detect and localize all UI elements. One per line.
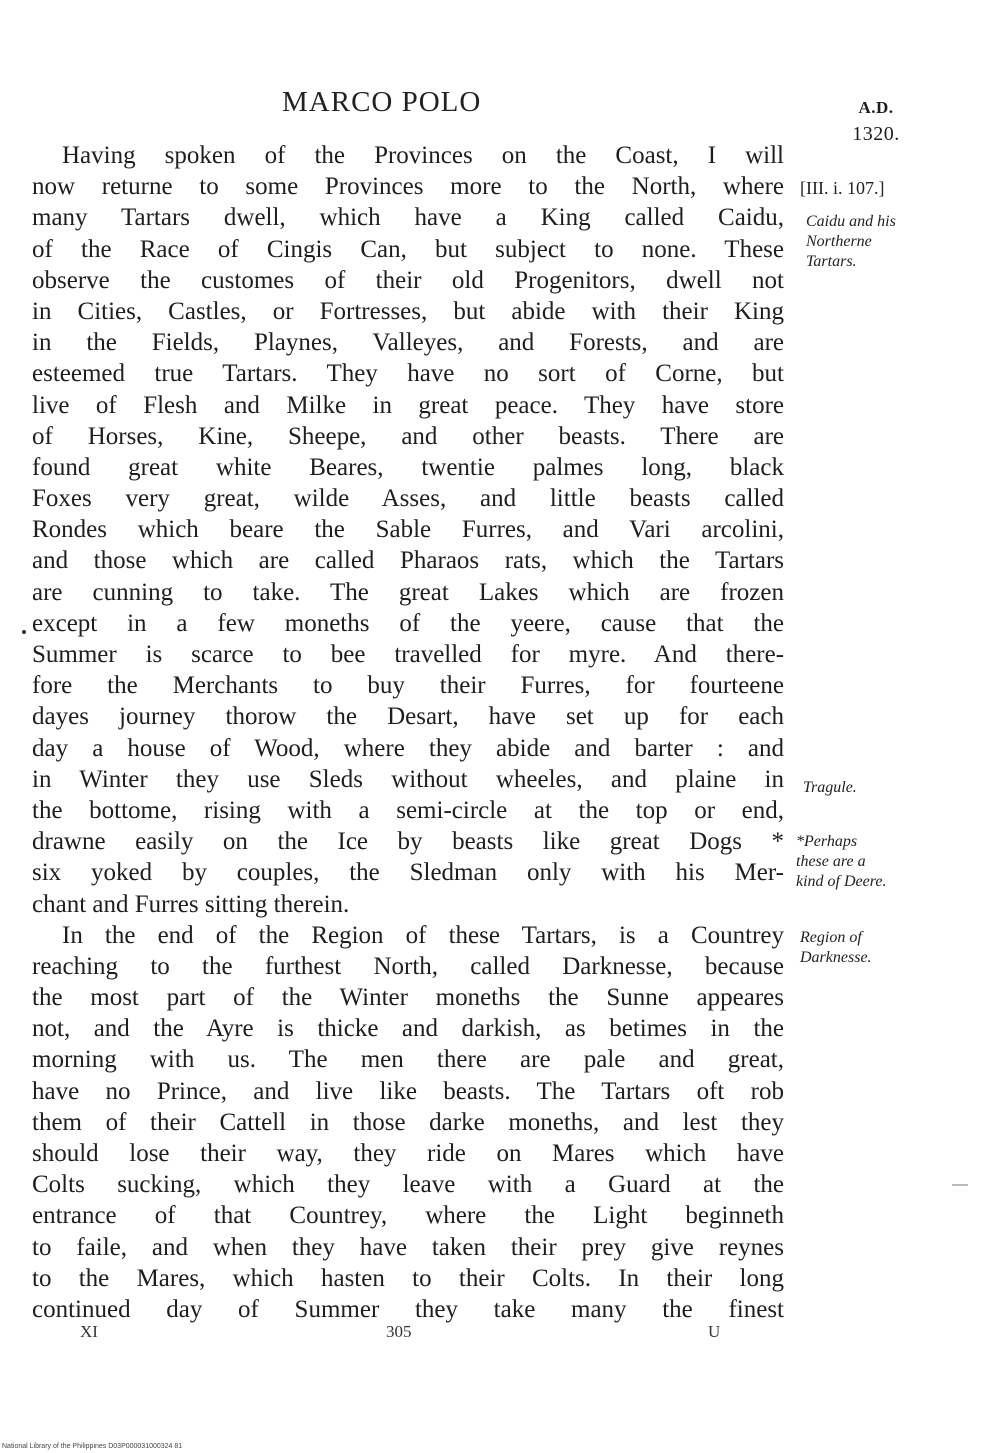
margin-line: *Perhaps [796, 833, 858, 850]
margin-line: kind of Deere. [796, 873, 887, 890]
text-line: drawne easily on the Ice by beasts like great Dogs * [32, 828, 784, 856]
text-line: dayes journey thorow the Desart, have set up for each [32, 703, 784, 731]
text-line: and those which are called Pharaos rats, which the Tartars [32, 547, 784, 575]
text-line: Having spoken of the Provinces on the Coast, I will [62, 142, 784, 169]
text-line: the bottome, rising with a semi-circle at the top or end, [32, 796, 784, 824]
margin-note-perhaps [796, 832, 886, 892]
ink-speck [22, 630, 26, 634]
margin-line: Darknesse. [800, 949, 872, 966]
text-line: of the Race of Cingis Can, but subject to none. These [32, 235, 784, 263]
text-line: Summer is scarce to bee travelled for myre. And there- [32, 641, 784, 668]
text-line: should lose their way, they ride on Mares which have [32, 1140, 784, 1167]
text-line: Rondes which beare the Sable Furres, and Vari arcolini, [32, 516, 784, 544]
margin-reference [800, 178, 884, 200]
body-text [32, 140, 784, 1325]
text-line: of Horses, Kine, Sheepe, and other beasts. There are [32, 422, 784, 450]
paragraph-1 [32, 140, 784, 920]
text-line: the most part of the Winter moneths the Sunne appeares [32, 984, 784, 1012]
scan-edge-mark [952, 1184, 968, 1186]
text-line: observe the customes of their old Progenitors, dwell not [32, 266, 784, 294]
text-line: morning with us. The men there are pale and great, [32, 1046, 784, 1074]
text-line: continued day of Summer they take many the finest [32, 1295, 784, 1323]
year-note [836, 95, 916, 147]
text-line: six yoked by couples, the Sledman only with his Mer- [32, 859, 784, 887]
scan-credit: National Library of the Philippines D03P000031000324 81 [2, 1443, 183, 1450]
reference-label: [III. i. 107.] [800, 178, 885, 198]
text-line: chant and Furres sitting therein. [32, 890, 350, 918]
text-line: in Winter they use Sleds without wheeles, and plaine in [32, 765, 784, 793]
text-line: not, and the Ayre is thicke and darkish, as betimes in the [32, 1015, 784, 1043]
margin-line: Tartars. [806, 253, 857, 270]
text-line: except in a few moneths of the yeere, cause that the [32, 609, 784, 637]
text-line: day a house of Wood, where they abide and barter : and [32, 734, 784, 762]
margin-line: Region of [800, 929, 862, 946]
text-line: Foxes very great, wilde Asses, and little beasts called [32, 485, 784, 513]
text-line: in the Fields, Playnes, Valleyes, and Forests, and are [32, 329, 784, 357]
signature-left: XI [80, 1322, 98, 1341]
text-line: in Cities, Castles, or Fortresses, but abide with their King [32, 297, 784, 325]
margin-note-tragule [803, 778, 857, 798]
text-line: to the Mares, which hasten to their Colts. In their long [32, 1264, 784, 1292]
text-line: them of their Cattell in those darke moneths, and lest they [32, 1108, 784, 1136]
text-line: have no Prince, and live like beasts. The Tartars oft rob [32, 1077, 784, 1105]
paragraph-2 [32, 920, 784, 1325]
margin-line: these are a [796, 853, 866, 870]
margin-line: Northerne [806, 233, 872, 250]
text-line: to faile, and when they have taken their prey give reynes [32, 1233, 784, 1261]
page-number: 305 [386, 1322, 412, 1341]
running-head: MARCO POLO [282, 86, 482, 118]
year-label: 1320. [852, 123, 900, 145]
margin-line: Tragule. [803, 779, 857, 796]
text-line: fore the Merchants to buy their Furres, for fourteene [32, 672, 784, 700]
text-line: many Tartars dwell, which have a King called Caidu, [32, 204, 784, 232]
text-line: found great white Beares, twentie palmes long, black [32, 453, 784, 481]
text-line: now returne to some Provinces more to the North, where [32, 173, 784, 201]
text-line: Colts sucking, which they leave with a Guard at the [32, 1171, 784, 1199]
text-line: are cunning to take. The great Lakes which are frozen [32, 578, 784, 606]
signature-right: U [708, 1322, 721, 1341]
text-line: live of Flesh and Milke in great peace. They have store [32, 391, 784, 419]
text-line: In the end of the Region of these Tartars, is a Countrey [62, 921, 784, 949]
margin-line: Caidu and his [806, 213, 896, 230]
text-line: entrance of that Countrey, where the Light beginneth [32, 1202, 784, 1230]
margin-note-caidu [806, 212, 896, 272]
margin-note-darknesse [800, 928, 872, 968]
era-label: A.D. [858, 98, 894, 117]
text-line: esteemed true Tartars. They have no sort of Corne, but [32, 360, 784, 388]
text-line: reaching to the furthest North, called Darknesse, because [32, 952, 784, 980]
